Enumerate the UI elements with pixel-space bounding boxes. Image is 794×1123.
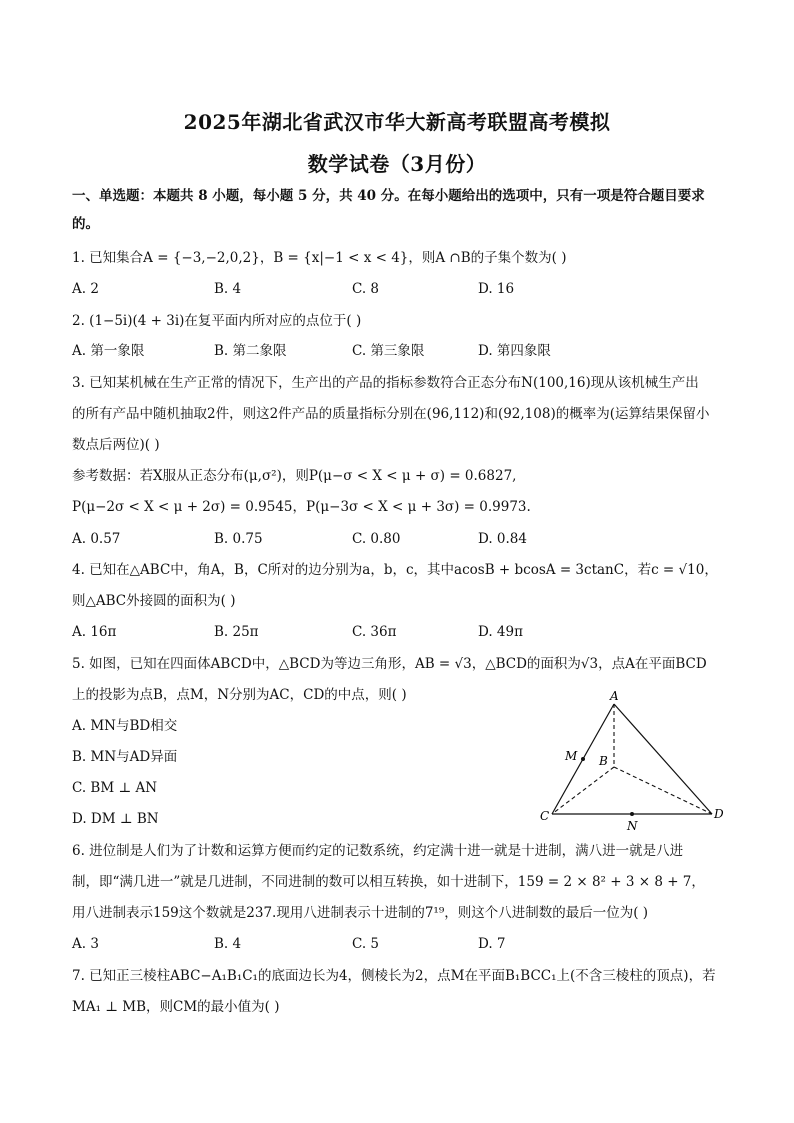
question-4-text: 4. 已知在△ABC中，角A，B，C所对的边分别为a，b，c，其中acosB + bcosA = 3ctanC，若c = √10， bbox=[72, 562, 718, 578]
option-d: D. 16 bbox=[478, 281, 515, 297]
option-c: C. 5 bbox=[352, 936, 380, 952]
section-heading-cont: 的。 bbox=[72, 216, 99, 232]
question-5-text-2: 上的投影为点B，点M，N分别为AC，CD的中点，则( ) bbox=[72, 687, 407, 703]
label-d: D bbox=[714, 807, 724, 821]
question-3-text: 3. 已知某机械在生产正常的情况下，生产出的产品的指标参数符合正态分布N(100,16)现从该机械生产出 bbox=[72, 375, 699, 391]
option-b: B. 第二象限 bbox=[214, 343, 287, 359]
option-c: C. 0.80 bbox=[352, 531, 401, 547]
question-3-text-3: 数点后两位)( ) bbox=[72, 437, 160, 453]
question-3-text-2: 的所有产品中随机抽取2件，则这2件产品的质量指标分别在(96,112)和(92,108)的概率为(运算结果保留小 bbox=[72, 406, 710, 422]
option-a: A. 第一象限 bbox=[72, 343, 145, 359]
point-n bbox=[630, 812, 634, 816]
question-3-reference-1: 参考数据：若X服从正态分布(μ,σ²)，则P(μ−σ < X < μ + σ) = 0.6827, bbox=[72, 468, 517, 484]
option-a: A. 16π bbox=[72, 624, 117, 640]
point-m bbox=[581, 757, 585, 761]
option-c: C. BM ⊥ AN bbox=[72, 780, 158, 796]
exam-title: 2025年湖北省武汉市华大新高考联盟高考模拟 bbox=[183, 110, 611, 134]
label-m: M bbox=[565, 749, 578, 763]
question-4-text-2: 则△ABC外接圆的面积为( ) bbox=[72, 593, 236, 609]
edge-bd-hidden bbox=[614, 767, 712, 814]
label-b: B bbox=[599, 754, 608, 768]
option-d: D. 第四象限 bbox=[478, 343, 551, 359]
question-7-text: 7. 已知正三棱柱ABC−A₁B₁C₁的底面边长为4，侧棱长为2，点M在平面B₁BCC₁上(不含三棱柱的顶点)，若 bbox=[72, 968, 716, 984]
question-2-text: 2. (1−5i)(4 + 3i)在复平面内所对应的点位于( ) bbox=[72, 313, 362, 329]
option-a: A. 2 bbox=[72, 281, 99, 297]
label-a: A bbox=[610, 690, 619, 703]
option-b: B. 0.75 bbox=[214, 531, 263, 547]
option-c: C. 8 bbox=[352, 281, 380, 297]
question-6-text-2: 制，即“满几进一”就是几进制，不同进制的数可以相互转换，如十进制下，159 = 2 × 8² + 3 × 8 + 7， bbox=[72, 874, 705, 890]
tetrahedron-diagram bbox=[532, 690, 732, 835]
option-a: A. MN与BD相交 bbox=[72, 718, 178, 734]
question-1-text: 1. 已知集合A = {−3,−2,0,2}，B = {x|−1 < x < 4}，则A ∩B的子集个数为( ) bbox=[72, 250, 567, 266]
question-6-text: 6. 进位制是人们为了计数和运算方便而约定的记数系统，约定满十进一就是十进制，满八进一就是八进 bbox=[72, 843, 684, 859]
exam-subtitle: 数学试卷（3月份） bbox=[307, 152, 487, 176]
option-c: C. 36π bbox=[352, 624, 397, 640]
option-a: A. 3 bbox=[72, 936, 99, 952]
option-b: B. 25π bbox=[214, 624, 259, 640]
option-b: B. MN与AD异面 bbox=[72, 749, 178, 765]
option-d: D. 49π bbox=[478, 624, 523, 640]
option-a: A. 0.57 bbox=[72, 531, 121, 547]
option-b: B. 4 bbox=[214, 281, 242, 297]
label-n: N bbox=[627, 819, 638, 833]
option-c: C. 第三象限 bbox=[352, 343, 425, 359]
section-heading: 一、单选题：本题共 8 小题，每小题 5 分，共 40 分。在每小题给出的选项中，只有一项是符合题目要求 bbox=[72, 188, 705, 204]
tetrahedron-figure bbox=[532, 690, 732, 839]
label-c: C bbox=[540, 809, 550, 823]
option-d: D. DM ⊥ BN bbox=[72, 811, 159, 827]
question-5-text: 5. 如图，已知在四面体ABCD中，△BCD为等边三角形，AB = √3，△BCD的面积为√3，点A在平面BCD bbox=[72, 656, 707, 672]
option-d: D. 0.84 bbox=[478, 531, 527, 547]
option-b: B. 4 bbox=[214, 936, 242, 952]
option-d: D. 7 bbox=[478, 936, 506, 952]
edge-bc-hidden bbox=[552, 767, 614, 814]
question-3-reference-2: P(μ−2σ < X < μ + 2σ) = 0.9545，P(μ−3σ < X < μ + 3σ) = 0.9973. bbox=[72, 499, 531, 515]
edge-ad bbox=[614, 704, 712, 814]
question-6-text-3: 用八进制表示159这个数就是237.现用八进制表示十进制的7¹⁹，则这个八进制数的最后一位为( ) bbox=[72, 905, 649, 921]
question-7-text-2: MA₁ ⊥ MB，则CM的最小值为( ) bbox=[72, 999, 280, 1015]
